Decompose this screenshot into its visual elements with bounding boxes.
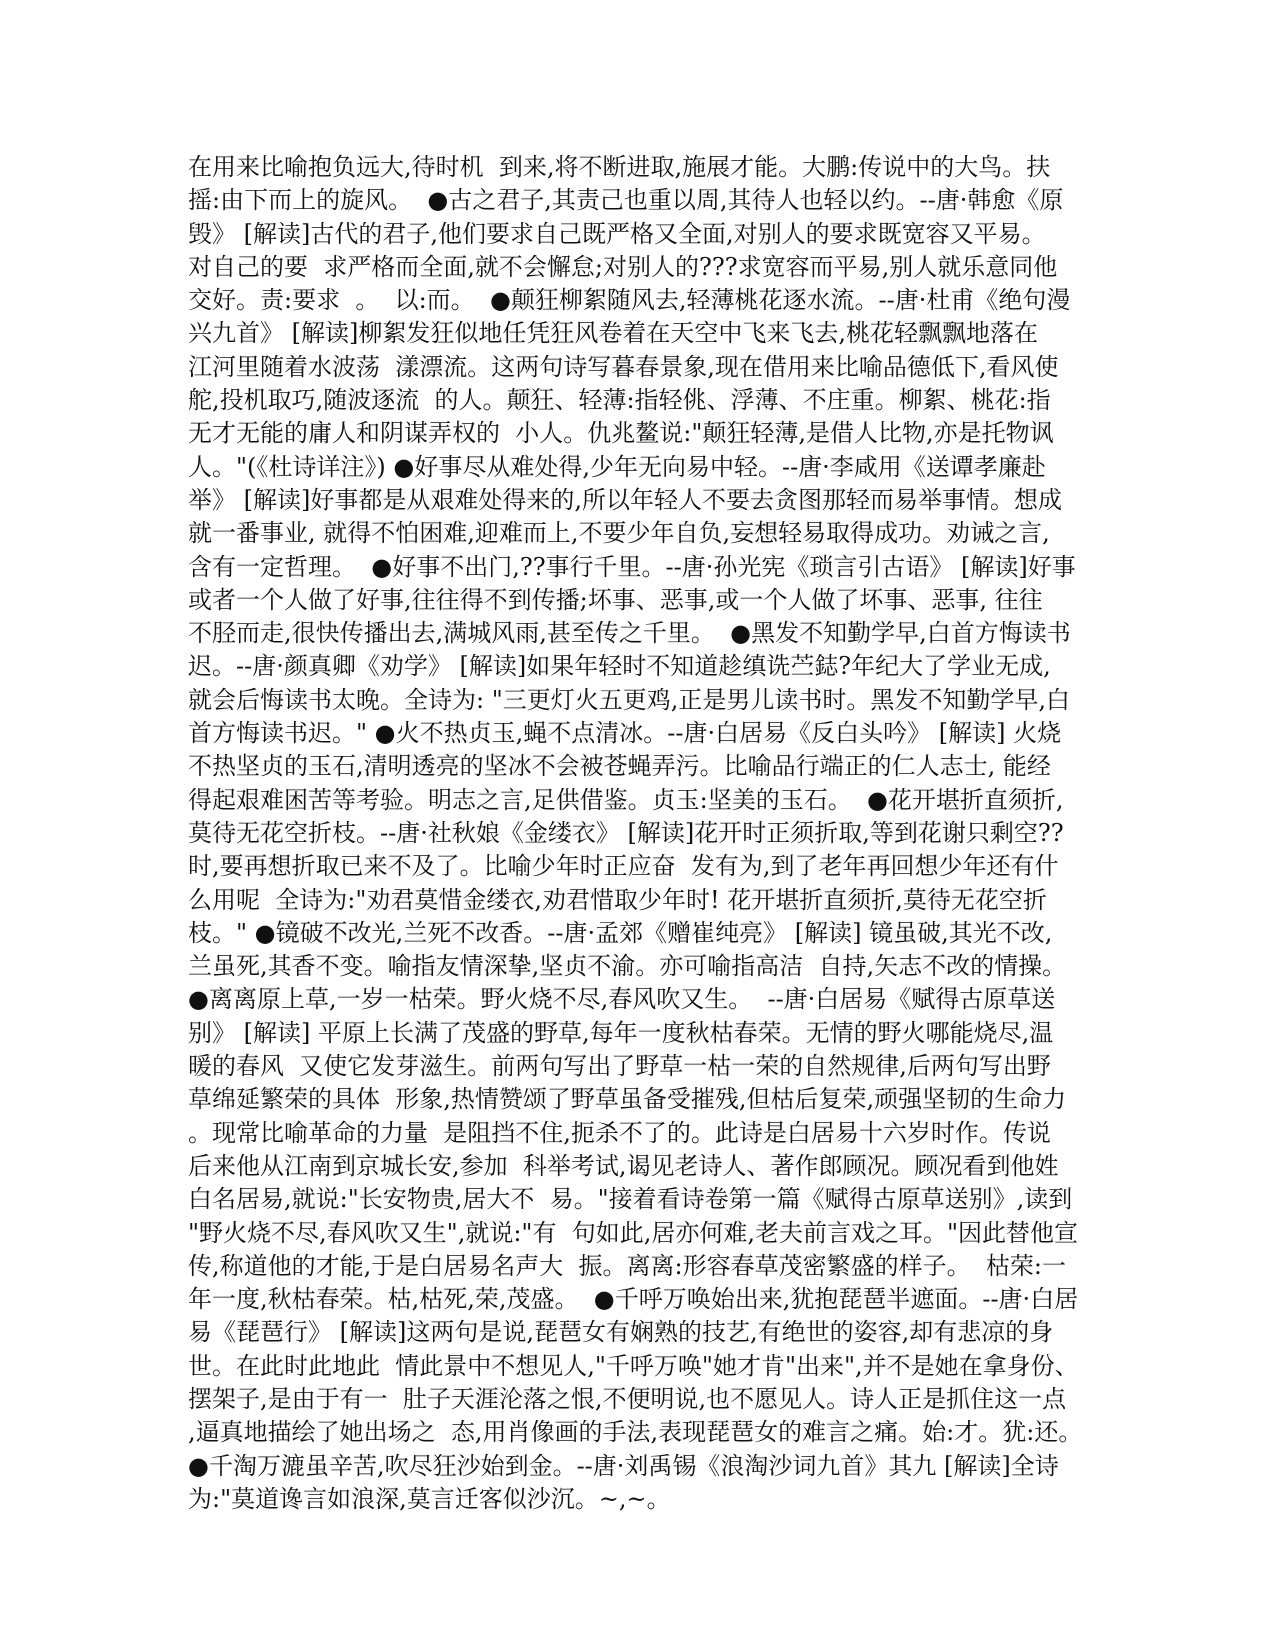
text-line: 为:"莫道谗言如浪深,莫言迁客似沙沉。~,~。: [188, 1484, 671, 1513]
text-line: 迟。--唐·颜真卿《劝学》 [解读]如果年轻时不知道趁缜诜苎鋕?年纪大了学业无成,: [188, 652, 1051, 681]
text-line: 对自己的要 求严格而全面,就不会懈怠;对别人的???求宽容而平易,别人就乐意同他: [188, 252, 1058, 281]
text-line: 。现常比喻革命的力量 是阻挡不住,扼杀不了的。此诗是白居易十六岁时作。传说: [188, 1118, 1051, 1147]
text-line: 时,要再想折取已来不及了。比喻少年时正应奋 发有为,到了老年再回想少年还有什: [188, 852, 1059, 881]
text-line: 在用来比喻抱负远大,待时机 到来,将不断进取,施展才能。大鹏:传说中的大鸟。扶: [188, 153, 1051, 181]
text-line: 舵,投机取巧,随波逐流 的人。颠狂、轻薄:指轻佻、浮薄、不庄重。柳絮、桃花:指: [188, 386, 1051, 415]
text-line: 年一度,秋枯春荣。枯,枯死,荣,茂盛。 ●千呼万唤始出来,犹抱琵琶半遮面。--唐·白居: [188, 1285, 1079, 1314]
text-line: 交好。责:要求 。 以:而。 ●颠狂柳絮随风去,轻薄桃花逐水流。--唐·杜甫《绝句漫: [188, 286, 1071, 315]
text-line: 后来他从江南到京城长安,参加 科举考试,谒见老诗人、著作郎顾况。顾况看到他姓: [188, 1151, 1059, 1180]
text-line: 就一番事业, 就得不怕困难,迎难而上,不要少年自负,妄想轻易取得成功。劝诫之言,: [188, 519, 1050, 548]
text-line: ●离离原上草,一岁一枯荣。野火烧不尽,春风吹又生。 --唐·白居易《赋得古原草送: [188, 985, 1056, 1014]
text-line: 不胫而走,很快传播出去,满城风雨,甚至传之千里。 ●黑发不知勤学早,白首方悔读书: [188, 619, 1071, 648]
text-line: 举》 [解读]好事都是从艰难处得来的,所以年轻人不要去贪图那轻而易举事情。想成: [188, 485, 1062, 514]
text-line: 无才无能的庸人和阴谋弄权的 小人。仇兆鳌说:"颠狂轻薄,是借人比物,亦是托物讽: [188, 419, 1054, 448]
text-line: 草绵延繁荣的具体 形象,热情赞颂了野草虽备受摧残,但枯后复荣,顽强坚韧的生命力: [188, 1085, 1067, 1114]
text-line: 世。在此时此地此 情此景中不想见人,"千呼万唤"她才肯"出来",并不是她在拿身份、: [188, 1351, 1079, 1380]
text-line: 得起艰难困苦等考验。明志之言,足供借鉴。贞玉:坚美的玉石。 ●花开堪折直须折,: [188, 785, 1064, 814]
text-line: 别》 [解读] 平原上长满了茂盛的野草,每年一度秋枯春荣。无情的野火哪能烧尽,温: [188, 1018, 1054, 1047]
body-text: [188, 151, 1088, 1516]
text-line: 兴九首》 [解读]柳絮发狂似地任凭狂风卷着在天空中飞来飞去,桃花轻飘飘地落在: [188, 319, 1038, 348]
text-line: 暖的春风 又使它发芽滋生。前两句写出了野草一枯一荣的自然规律,后两句写出野: [188, 1052, 1051, 1081]
text-line: 传,称道他的才能,于是白居易名声大 振。离离:形容春草茂密繁盛的样子。 枯荣:一: [188, 1251, 1066, 1280]
text-line: 不热坚贞的玉石,清明透亮的坚冰不会被苍蝇弄污。比喻品行端正的仁人志士, 能经: [188, 752, 1051, 781]
text-line: 白名居易,就说:"长安物贵,居大不 易。"接着看诗卷第一篇《赋得古原草送别》,读到: [188, 1185, 1073, 1214]
text-line: 莫待无花空折枝。--唐·社秋娘《金缕衣》 [解读]花开时正须折取,等到花谢只剩空??: [188, 818, 1064, 847]
text-line: 摆架子,是由于有一 肚子天涯沦落之恨,不便明说,也不愿见人。诗人正是抓住这一点: [188, 1384, 1067, 1413]
text-line: "野火烧不尽,春风吹又生",就说:"有 句如此,居亦何难,老夫前言戏之耳。"因此替他宣: [188, 1218, 1079, 1247]
text-line: 就会后悔读书太晚。全诗为: "三更灯火五更鸡,正是男儿读书时。黑发不知勤学早,白: [188, 685, 1071, 714]
text-line: 江河里随着水波荡 漾漂流。这两句诗写暮春景象,现在借用来比喻品德低下,看风使: [188, 352, 1059, 381]
text-line: 摇:由下而上的旋风。 ●古之君子,其责己也重以周,其待人也轻以约。--唐·韩愈《原: [188, 186, 1064, 215]
text-line: ●千淘万漉虽辛苦,吹尽狂沙始到金。--唐·刘禹锡《浪淘沙词九首》其九 [解读]全诗: [188, 1451, 1059, 1480]
text-line: 或者一个人做了好事,往往得不到传播;坏事、恶事,或一个人做了坏事、恶事, 往往: [188, 585, 1043, 614]
text-line: ,逼真地描绘了她出场之 态,用肖像画的手法,表现琵琶女的难言之痛。始:才。犹:还。: [188, 1418, 1083, 1447]
text-line: 易《琵琶行》 [解读]这两句是说,琵琶女有娴熟的技艺,有绝世的姿容,却有悲凉的身: [188, 1318, 1054, 1347]
text-line: 首方悔读书迟。" ●火不热贞玉,蝇不点清冰。--唐·白居易《反白头吟》 [解读] 火烧: [188, 719, 1062, 748]
text-line: 兰虽死,其香不变。喻指友情深挚,坚贞不渝。亦可喻指高洁 自持,矢志不改的情操。: [188, 952, 1067, 981]
text-line: 含有一定哲理。 ●好事不出门,??事行千里。--唐·孙光宪《琐言引古语》 [解读]好事: [188, 552, 1076, 581]
text-line: 人。"(《杜诗详注》) ●好事尽从难处得,少年无向易中轻。--唐·李咸用《送谭孝廉赴: [188, 452, 1046, 481]
text-line: 么用呢 全诗为:"劝君莫惜金缕衣,劝君惜取少年时! 花开堪折直须折,莫待无花空折: [188, 885, 1047, 914]
text-line: 枝。" ●镜破不改光,兰死不改香。--唐·孟郊《赠崔纯亮》 [解读] 镜虽破,其光不改,: [188, 918, 1053, 947]
text-line: 毁》 [解读]古代的君子,他们要求自己既严格又全面,对别人的要求既宽容又平易。: [188, 219, 1046, 248]
